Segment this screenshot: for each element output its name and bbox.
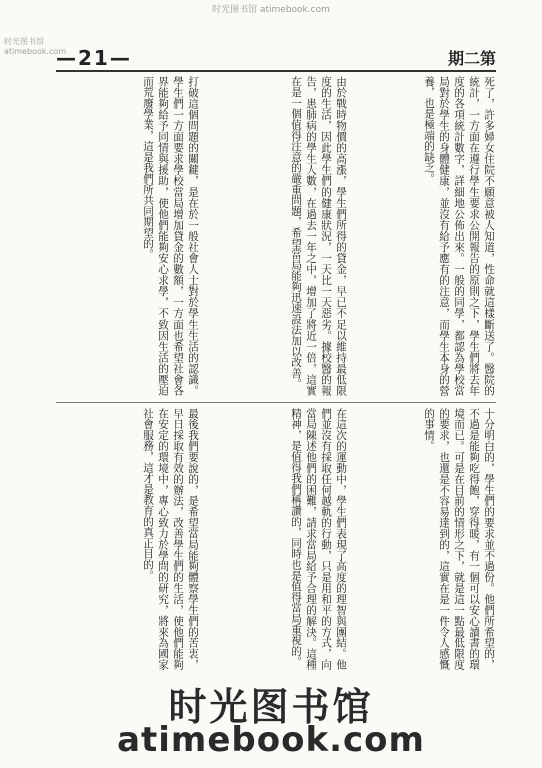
text-column-4: 十分明白的，學生們的要求並不過份。他們所希望的，不過是能夠吃得飽，穿得暖，有一個可以安心讀書的環境而已。可是在目前的情形之下，就是這一點最低限度的要求，也還是不容易達到的，這實在是一件令人感慨的事情。 (423, 408, 495, 670)
side-watermark: 时光图书馆 atimebook.com (4, 37, 67, 56)
page-number: —21— (56, 46, 132, 70)
header-rule (56, 70, 496, 72)
bottom-watermark-cn: 时光图书馆 (168, 685, 374, 729)
text-column-5: 在這次的運動中，學生們表現了高度的理智與團結。他們並沒有採取任何越軌的行動，只是用和平的方式，向當局陳述他們的困難，請求當局給予合理的解決。這種精神，是值得我們稱讚的，同時也是值得當局重視的。 (290, 408, 347, 670)
text-column-1: 死了，許多婦女住院不願意被人知道，性命就這樣斷送了。醫院的統計，一方面在遵行學生要求公開報告的原則之下，學生們將去年度的各項統計數字，詳細地公佈出來。一般的同學，都認為學校當局對於學生的身體健康，並沒有給予應有的注意，而學生本身的營養，也是極端的缺乏。 (423, 76, 495, 396)
periodical-label: 期二第 (448, 49, 497, 68)
text-column-2: 由於戰時物價的高漲，學生們所得的貸金，早已不足以維持最低限度的生活，因此學生們的健康狀況，一天比一天惡劣。據校醫的報告，患肺病的學生人數，在過去一年之中，增加了將近一倍，這實在是一個值得注意的嚴重問題，希望當局能夠迅速設法加以改善。 (290, 76, 347, 396)
text-column-6: 最後我們要說的，是希望當局能夠體察學生們的苦衷，早日採取有效的辦法，改善學生們的生活，使他們能夠在安定的環境中，專心致力於學問的研究，將來為國家社會服務，這才是教育的真正目的。 (142, 408, 199, 670)
top-watermark: 时光图书馆 atimebook.com (212, 5, 330, 15)
bottom-watermark-url: atimebook.com (117, 720, 425, 760)
middle-rule (56, 402, 496, 403)
text-column-3: 打破這個問題的關鍵，是在於一般社會人士對於學生生活的認識。學生們一方面要求學校當局增加貸金的數額，一方面也希望社會各界能夠給予同情與援助，使他們能夠安心求學，不致因生活的壓迫而荒廢學業，這是我們所共同期望的。 (142, 76, 199, 396)
